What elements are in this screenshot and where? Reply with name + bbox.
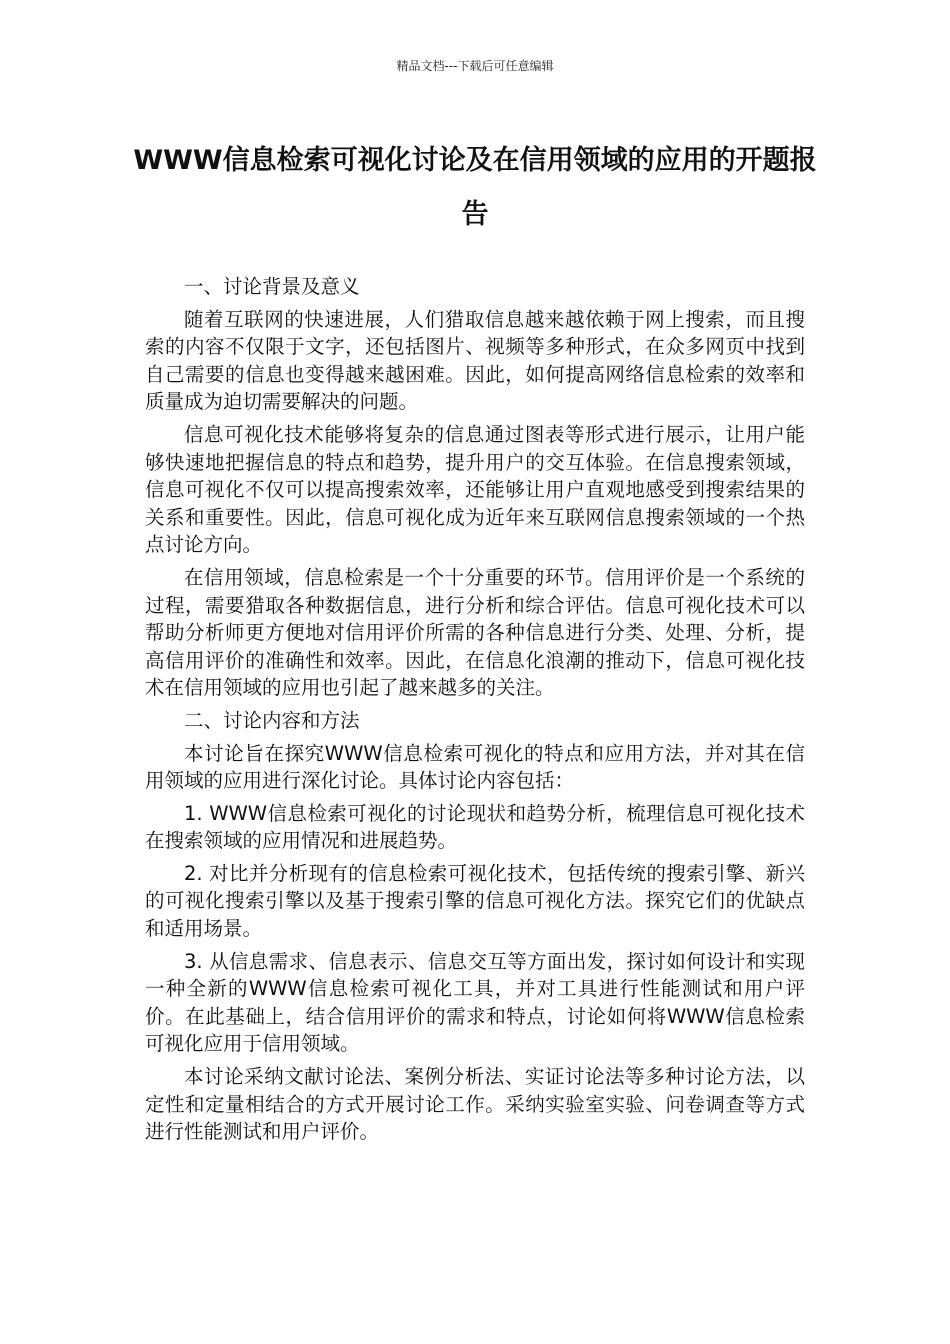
paragraph-background-1: 随着互联网的快速进展，人们猎取信息越来越依赖于网上搜索，而且搜索的内容不仅限于文字，还包括图片、视频等多种形式，在众多网页中找到自己需要的信息也变得越来越困难。因此，如何提高网络信息检索的效率和质量成为迫切需要解决的问题。 [145,307,805,414]
paragraph-content-intro: 本讨论旨在探究WWW信息检索可视化的特点和应用方法，并对其在信用领域的应用进行深化讨论。具体讨论内容包括： [145,741,805,793]
list-item-2: 2. 对比并分析现有的信息检索可视化技术，包括传统的搜索引擎、新兴的可视化搜索引擎以及基于搜索引擎的信息可视化方法。探究它们的优缺点和适用场景。 [145,861,805,941]
section-heading-content-methods: 二、讨论内容和方法 [184,708,360,732]
list-item-3: 3. 从信息需求、信息表示、信息交互等方面出发，探讨如何设计和实现一种全新的WWW信息检索可视化工具，并对工具进行性能测试和用户评价。在此基础上，结合信用评价的需求和特点，讨论如何将WWW信息检索可视化应用于信用领域。 [145,949,805,1056]
list-item-1: 1. WWW信息检索可视化的讨论现状和趋势分析，梳理信息可视化技术在搜索领域的应用情况和进展趋势。 [145,801,805,853]
header-note: 精品文档---下载后可任意编辑 [396,59,554,73]
paragraph-background-2: 信息可视化技术能够将复杂的信息通过图表等形式进行展示，让用户能够快速地把握信息的特点和趋势，提升用户的交互体验。在信息搜索领域，信息可视化不仅可以提高搜索效率，还能够让用户直观地感受到搜索结果的关系和重要性。因此，信息可视化成为近年来互联网信息搜索领域的一个热点讨论方向。 [145,422,805,557]
paragraph-methods: 本讨论采纳文献讨论法、案例分析法、实证讨论法等多种讨论方法，以定性和定量相结合的方式开展讨论工作。采纳实验室实验、问卷调查等方式进行性能测试和用户评价。 [145,1065,805,1144]
paragraph-background-3: 在信用领域，信息检索是一个十分重要的环节。信用评价是一个系统的过程，需要猎取各种数据信息，进行分析和综合评估。信息可视化技术可以帮助分析师更方便地对信用评价所需的各种信息进行分类、处理、分析，提高信用评价的准确性和效率。因此，在信息化浪潮的推动下，信息可视化技术在信用领域的应用也引起了越来越多的关注。 [145,565,805,700]
document-body [145,273,805,1151]
document-title: WWW信息检索可视化讨论及在信用领域的应用的开题报告 [133,145,817,230]
section-heading-background: 一、讨论背景及意义 [184,275,360,298]
